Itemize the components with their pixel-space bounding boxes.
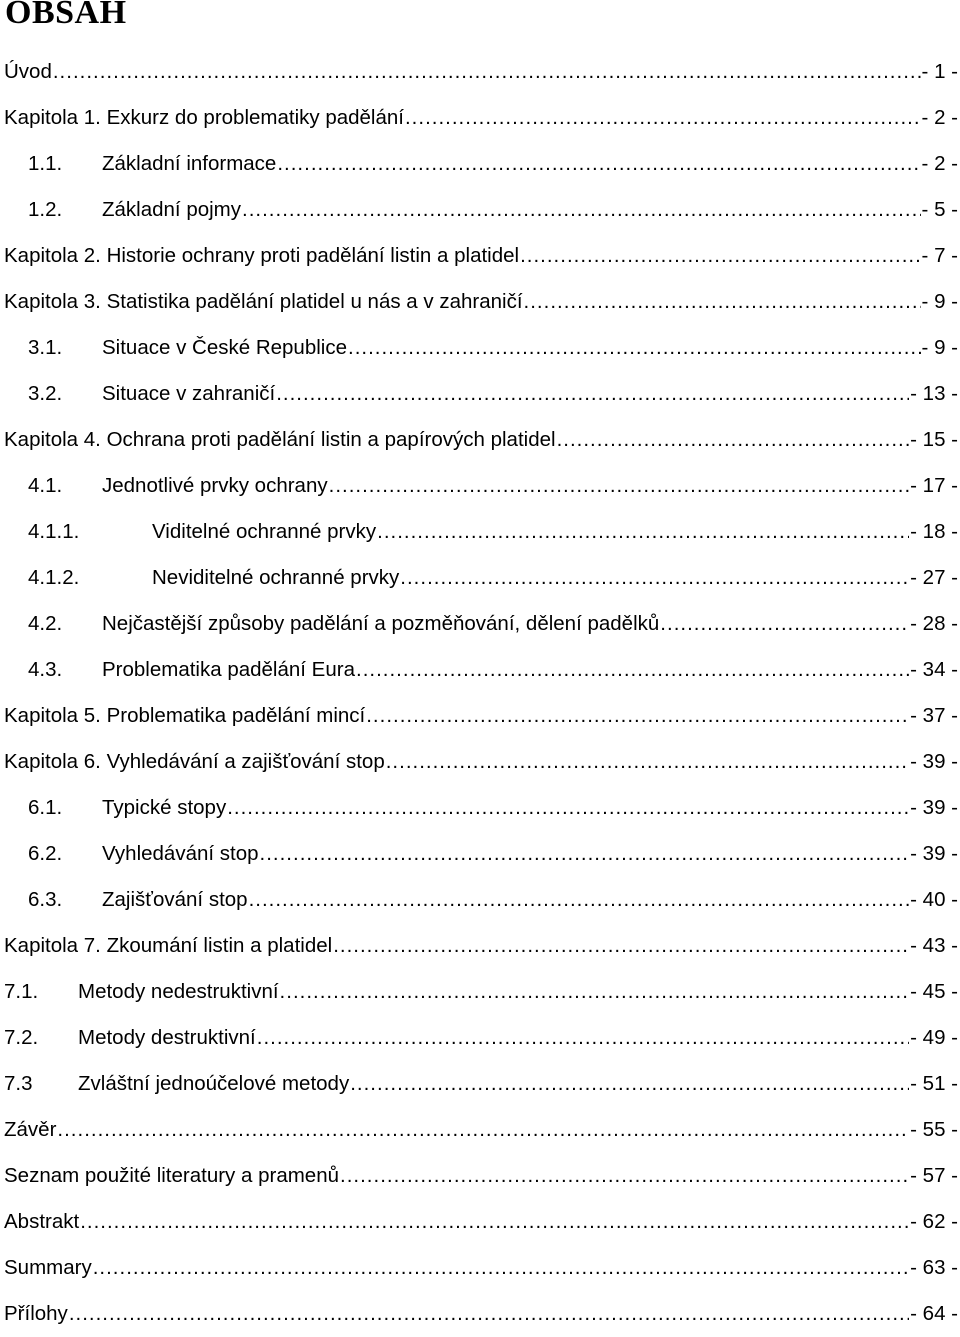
toc-entry[interactable] — [4, 831, 958, 877]
dot-leader — [333, 934, 909, 958]
toc-entry-title: Kapitola 7. Zkoumání listin a platidel — [4, 934, 333, 957]
toc-entry-title: Kapitola 4. Ochrana proti padělání listin a papírových platidel — [4, 428, 556, 451]
toc-entry-number: 7.2. — [4, 1026, 39, 1049]
toc-entry[interactable] — [4, 325, 958, 371]
toc-entry-number: 6.3. — [28, 888, 63, 911]
dot-leader — [53, 60, 921, 84]
dot-leader — [257, 1026, 909, 1050]
dot-leader — [348, 336, 921, 360]
toc-entry-page-number: - 39 - — [910, 842, 958, 865]
toc-entry-number: 3.2. — [28, 382, 63, 405]
toc-entry[interactable] — [4, 877, 958, 923]
toc-entry-title: Kapitola 2. Historie ochrany proti padělání listin a platidel — [4, 244, 520, 267]
dot-leader — [386, 750, 909, 774]
dot-leader — [227, 796, 909, 820]
toc-entry[interactable] — [4, 1153, 958, 1199]
toc-entry[interactable] — [4, 555, 958, 601]
toc-entry[interactable] — [4, 739, 958, 785]
toc-entry-number: 7.3 — [4, 1072, 33, 1095]
toc-entry-title: Vyhledávání stop — [102, 842, 259, 865]
toc-entry-number: 7.1. — [4, 980, 39, 1003]
toc-entry-number: 4.3. — [28, 658, 63, 681]
toc-entry[interactable] — [4, 233, 958, 279]
toc-entry-page-number: - 40 - — [910, 888, 958, 911]
dot-leader — [524, 290, 921, 314]
dot-leader — [520, 244, 920, 268]
dot-leader — [350, 1072, 909, 1096]
dot-leader — [405, 106, 921, 130]
toc-entry-page-number: - 62 - — [910, 1210, 958, 1233]
dot-leader — [329, 474, 910, 498]
toc-entry-page-number: - 27 - — [910, 566, 958, 589]
toc-entry-title: Závěr — [4, 1118, 57, 1141]
toc-entry-title: Jednotlivé prvky ochrany — [102, 474, 328, 497]
toc-entry-title: Zajišťování stop — [102, 888, 248, 911]
toc-entry-number: 6.2. — [28, 842, 63, 865]
toc-entry-number: 4.1. — [28, 474, 63, 497]
toc-entry-page-number: - 9 - — [921, 290, 958, 313]
toc-entry-title: Kapitola 1. Exkurz do problematiky padělání — [4, 106, 404, 129]
toc-entry[interactable] — [4, 647, 958, 693]
toc-entry-title: Základní pojmy — [102, 198, 242, 221]
toc-entry[interactable] — [4, 509, 958, 555]
toc-entry[interactable] — [4, 785, 958, 831]
toc-entry-page-number: - 1 - — [921, 60, 958, 83]
toc-entry-page-number: - 64 - — [910, 1302, 958, 1325]
toc-entry[interactable] — [4, 279, 958, 325]
dot-leader — [280, 980, 910, 1004]
toc-entry-page-number: - 5 - — [921, 198, 958, 221]
dot-leader — [356, 658, 909, 682]
toc-entry-page-number: - 55 - — [910, 1118, 958, 1141]
toc-entry-title: Viditelné ochranné prvky — [152, 520, 377, 543]
toc-entry[interactable] — [4, 1199, 958, 1245]
dot-leader — [260, 842, 910, 866]
toc-entry-title: Problematika padělání Eura — [102, 658, 355, 681]
toc-entry-page-number: - 28 - — [910, 612, 958, 635]
toc-entry-page-number: - 39 - — [910, 796, 958, 819]
toc-entry[interactable] — [4, 1107, 958, 1153]
toc-entry-page-number: - 51 - — [910, 1072, 958, 1095]
toc-entry-page-number: - 15 - — [910, 428, 958, 451]
toc-entry-number: 4.2. — [28, 612, 63, 635]
toc-entry[interactable] — [4, 371, 958, 417]
dot-leader — [69, 1302, 909, 1326]
dot-leader — [366, 704, 909, 728]
dot-leader — [93, 1256, 909, 1280]
toc-entry-page-number: - 57 - — [910, 1164, 958, 1187]
toc-entry-title: Seznam použité literatury a pramenů — [4, 1164, 340, 1187]
toc-entry-page-number: - 9 - — [921, 336, 958, 359]
toc-entry-page-number: - 37 - — [910, 704, 958, 727]
toc-entry-page-number: - 13 - — [910, 382, 958, 405]
toc-entry-number: 4.1.1. — [28, 520, 80, 543]
dot-leader — [249, 888, 910, 912]
toc-entry-page-number: - 43 - — [910, 934, 958, 957]
toc-entry[interactable] — [4, 95, 958, 141]
toc-entry-title: Neviditelné ochranné prvky — [152, 566, 400, 589]
toc-entry-title: Úvod — [4, 60, 52, 83]
toc-entry-title: Zvláštní jednoúčelové metody — [78, 1072, 350, 1095]
table-of-contents — [4, 49, 958, 1337]
toc-entry[interactable] — [4, 923, 958, 969]
toc-entry-page-number: - 39 - — [910, 750, 958, 773]
toc-entry-page-number: - 2 - — [921, 106, 958, 129]
toc-entry[interactable] — [4, 141, 958, 187]
toc-entry-page-number: - 17 - — [910, 474, 958, 497]
toc-entry-page-number: - 18 - — [910, 520, 958, 543]
toc-entry[interactable] — [4, 1291, 958, 1337]
dot-leader — [377, 520, 909, 544]
dot-leader — [276, 382, 909, 406]
toc-entry-page-number: - 45 - — [910, 980, 958, 1003]
toc-entry-title: Abstrakt — [4, 1210, 80, 1233]
toc-entry-page-number: - 7 - — [921, 244, 958, 267]
toc-entry-title: Metody destruktivní — [78, 1026, 256, 1049]
toc-entry-title: Situace v zahraničí — [102, 382, 276, 405]
toc-entry-number: 1.2. — [28, 198, 63, 221]
toc-entry[interactable] — [4, 1061, 958, 1107]
toc-entry-page-number: - 49 - — [910, 1026, 958, 1049]
toc-entry[interactable] — [4, 969, 958, 1015]
dot-leader — [80, 1210, 909, 1234]
toc-entry-title: Kapitola 5. Problematika padělání mincí — [4, 704, 366, 727]
dot-leader — [242, 198, 921, 222]
toc-entry[interactable] — [4, 693, 958, 739]
toc-entry-title: Situace v České Republice — [102, 336, 347, 359]
toc-entry-title: Metody nedestruktivní — [78, 980, 279, 1003]
dot-leader — [557, 428, 910, 452]
toc-entry[interactable] — [4, 417, 958, 463]
toc-entry-title: Nejčastější způsoby padělání a pozměňování, dělení padělků — [102, 612, 660, 635]
toc-entry-title: Základní informace — [102, 152, 277, 175]
toc-entry-page-number: - 63 - — [910, 1256, 958, 1279]
toc-heading: OBSAH — [5, 0, 127, 31]
dot-leader — [340, 1164, 909, 1188]
toc-entry[interactable] — [4, 49, 958, 95]
toc-entry-number: 6.1. — [28, 796, 63, 819]
toc-entry-title: Přílohy — [4, 1302, 68, 1325]
toc-entry[interactable] — [4, 187, 958, 233]
toc-entry-title: Typické stopy — [102, 796, 227, 819]
dot-leader — [660, 612, 909, 636]
toc-entry[interactable] — [4, 1245, 958, 1291]
toc-entry-title: Kapitola 6. Vyhledávání a zajišťování stop — [4, 750, 385, 773]
toc-entry-number: 3.1. — [28, 336, 63, 359]
toc-entry-page-number: - 34 - — [910, 658, 958, 681]
toc-entry-title: Kapitola 3. Statistika padělání platidel u nás a v zahraničí — [4, 290, 523, 313]
toc-entry-title: Summary — [4, 1256, 92, 1279]
dot-leader — [277, 152, 920, 176]
toc-entry[interactable] — [4, 1015, 958, 1061]
toc-entry-number: 1.1. — [28, 152, 63, 175]
dot-leader — [400, 566, 909, 590]
toc-entry-number: 4.1.2. — [28, 566, 80, 589]
toc-entry[interactable] — [4, 463, 958, 509]
dot-leader — [57, 1118, 909, 1142]
toc-entry-page-number: - 2 - — [921, 152, 958, 175]
toc-entry[interactable] — [4, 601, 958, 647]
